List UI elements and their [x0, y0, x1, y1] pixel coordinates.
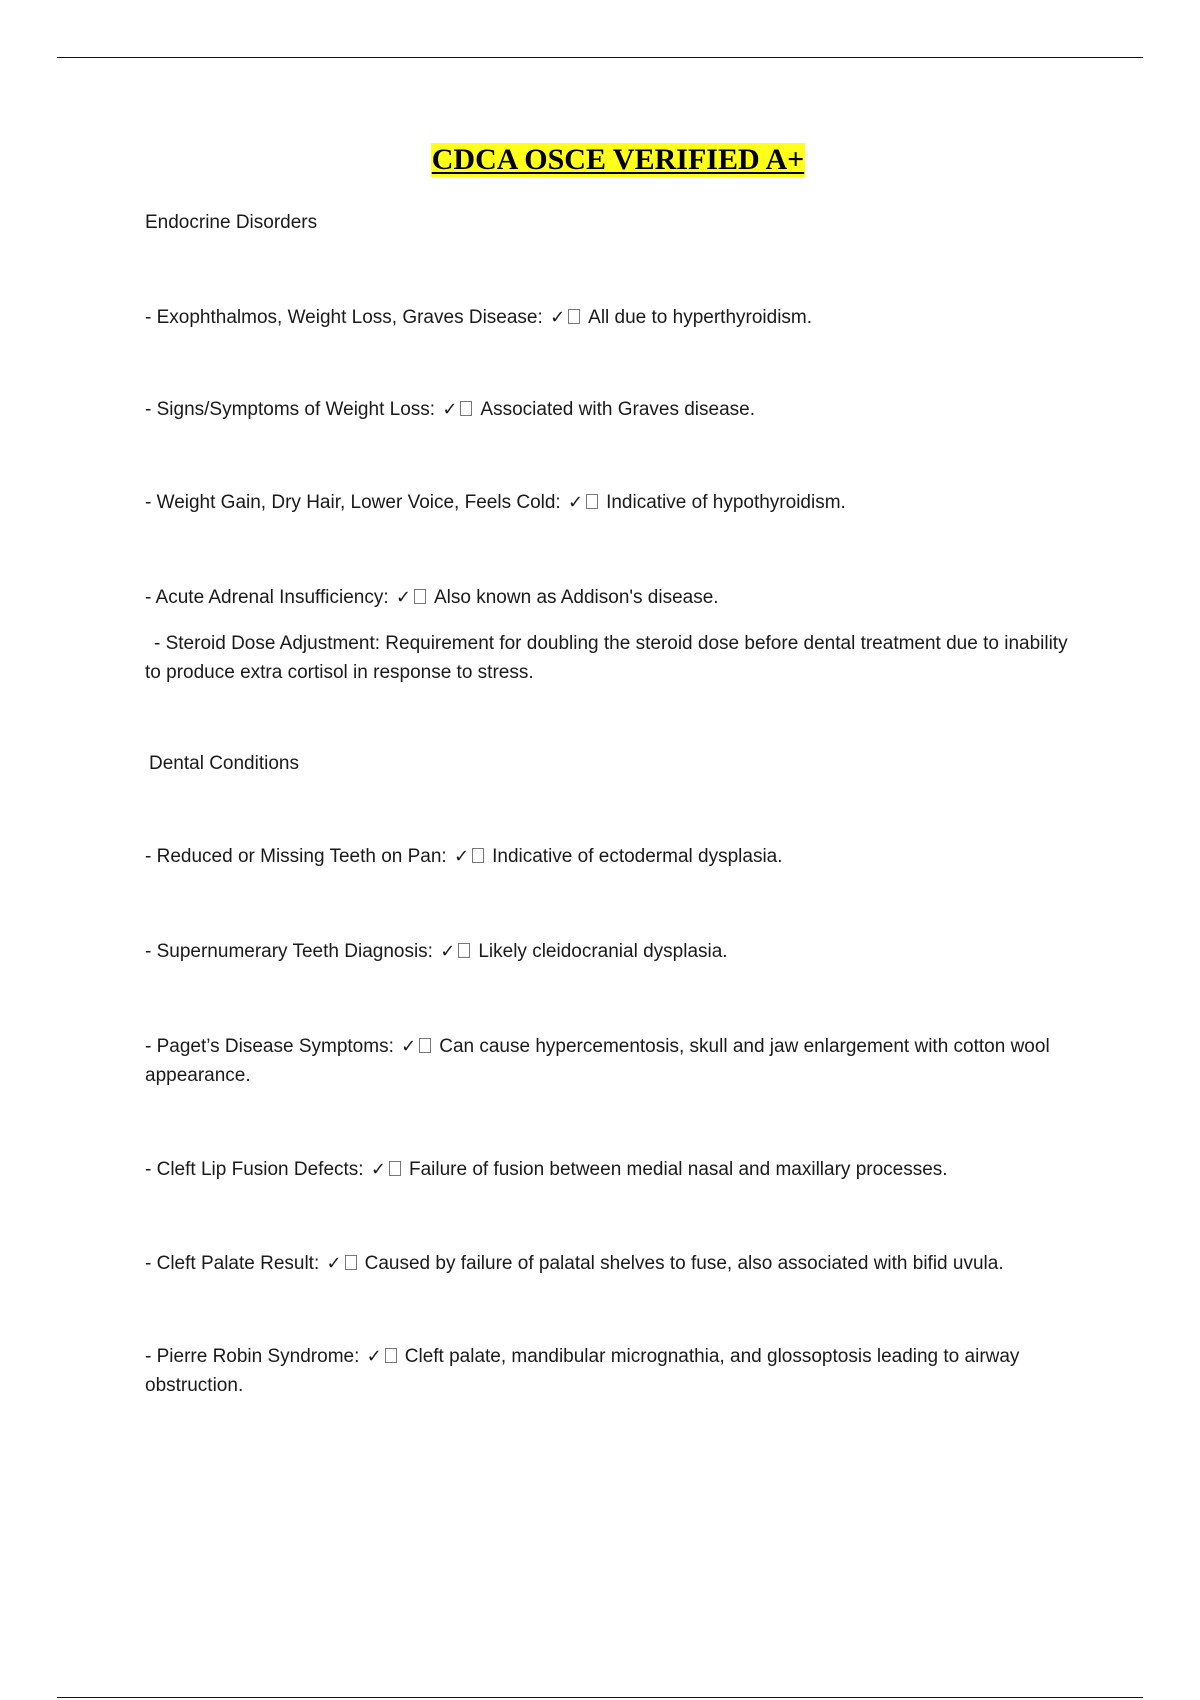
document-title: CDCA OSCE VERIFIED A+ [431, 143, 805, 176]
title-container [0, 143, 1200, 177]
check-icon: ✓ [567, 492, 584, 513]
steroid-dose-note: - Steroid Dose Adjustment: Requirement for doubling the steroid dose before dental treatment due to inability to produce extra cortisol in response to stress. [145, 633, 1068, 683]
list-item [145, 488, 1085, 517]
item-answer: Also known as Addison's disease. [434, 587, 719, 608]
list-item [145, 842, 1085, 871]
check-icon: ✓ [454, 846, 470, 867]
item-answer: Associated with Graves disease. [480, 399, 755, 420]
placeholder-box-icon [385, 1348, 397, 1363]
check-icon: ✓ [401, 1036, 417, 1057]
bottom-rule [57, 1697, 1143, 1698]
item-answer: Can cause hypercementosis, skull and jaw enlargement with cotton wool appearance. [145, 1036, 1050, 1086]
list-item [145, 1249, 1085, 1278]
list-item [145, 1032, 1085, 1090]
check-icon: ✓ [442, 399, 458, 420]
item-answer: Likely cleidocranial dysplasia. [478, 941, 728, 962]
item-term: - Signs/Symptoms of Weight Loss: [145, 399, 436, 420]
placeholder-box-icon [458, 943, 470, 958]
item-term: - Cleft Palate Result: [145, 1253, 320, 1274]
check-icon: ✓ [366, 1346, 382, 1367]
placeholder-box-icon [345, 1255, 357, 1270]
placeholder-box-icon [419, 1038, 431, 1053]
placeholder-box-icon [460, 401, 472, 416]
list-item [145, 583, 1085, 612]
placeholder-box-icon [389, 1161, 401, 1176]
section-heading-dental: Dental Conditions [149, 753, 299, 774]
item-term: - Acute Adrenal Insufficiency: [145, 587, 389, 608]
item-term: - Paget’s Disease Symptoms: [145, 1036, 394, 1057]
item-answer: Caused by failure of palatal shelves to fuse, also associated with bifid uvula. [364, 1253, 1004, 1274]
item-term: - Pierre Robin Syndrome: [145, 1346, 360, 1367]
item-term: - Exophthalmos, Weight Loss, Graves Disease: [145, 307, 543, 328]
check-icon: ✓ [550, 307, 566, 328]
item-term: - Supernumerary Teeth Diagnosis: [145, 941, 433, 962]
check-icon: ✓ [370, 1159, 386, 1180]
item-answer: Indicative of ectodermal dysplasia. [492, 846, 783, 867]
list-item [145, 1342, 1085, 1400]
list-item [145, 937, 1085, 966]
check-icon: ✓ [440, 941, 456, 962]
item-answer: Indicative of hypothyroidism. [606, 492, 846, 513]
check-icon: ✓ [326, 1253, 342, 1274]
list-item [145, 1155, 1085, 1184]
item-term: - Weight Gain, Dry Hair, Lower Voice, Feels Cold: [145, 492, 561, 513]
item-term: - Reduced or Missing Teeth on Pan: [145, 846, 447, 867]
top-rule [57, 57, 1143, 58]
item-answer: Failure of fusion between medial nasal and maxillary processes. [408, 1159, 948, 1180]
list-item [145, 303, 1085, 332]
list-item [145, 395, 1085, 424]
item-answer: Cleft palate, mandibular micrognathia, and glossoptosis leading to airway obstruction. [145, 1346, 1020, 1396]
placeholder-box-icon [568, 309, 580, 324]
item-answer: All due to hyperthyroidism. [588, 307, 813, 328]
placeholder-box-icon [414, 589, 426, 604]
section-heading-endocrine: Endocrine Disorders [145, 212, 318, 233]
placeholder-box-icon [472, 848, 484, 863]
check-icon: ✓ [395, 587, 411, 608]
item-term: - Cleft Lip Fusion Defects: [145, 1159, 364, 1180]
placeholder-box-icon [586, 494, 598, 509]
